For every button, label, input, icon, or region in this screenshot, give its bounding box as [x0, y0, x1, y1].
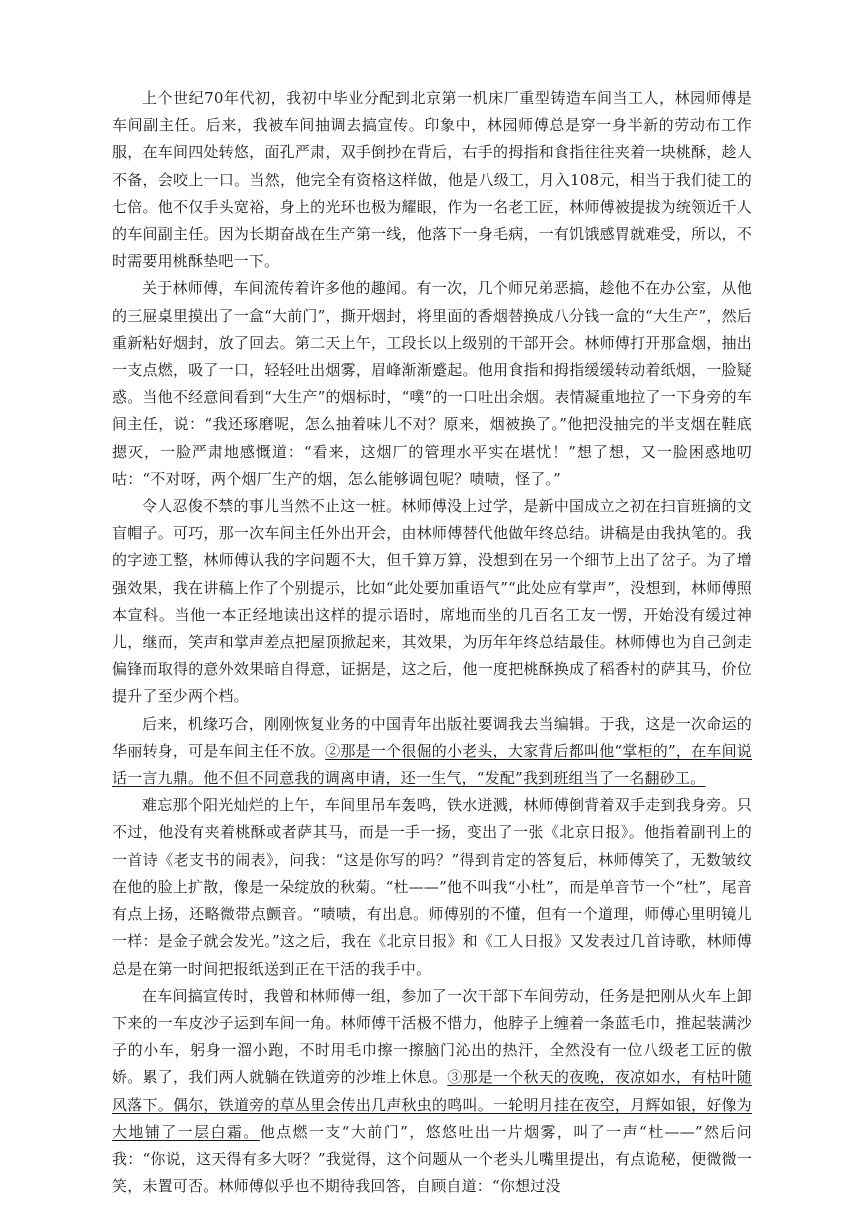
paragraph-text: 后来，机缘巧合，刚刚恢复业务的中国青年出版社要调我去当编辑。于我，这是一次命运的华丽转身，可是车间主任不放。 [112, 714, 752, 760]
underlined-sentence-3: ③那是一个秋天的夜晚，夜凉如水，有枯叶随风落下。偶尔，铁道旁的草丛里会传出几声秋虫的鸣叫。一轮明月挂在夜空，月辉如银，好像为大地铺了一层白霜。 [112, 1068, 752, 1141]
paragraph-1 [112, 85, 752, 275]
paragraph-text: 上个世纪70年代初，我初中毕业分配到北京第一机床厂重型铸造车间当工人，林园师傅是车间副主任。后来，我被车间抽调去搞宣传。印象中，林园师傅总是穿一身半新的劳动布工作服，在车间四处转悠，面孔严肃，双手倒抄在背后，右手的拇指和食指往往夹着一块桃酥，趁人不备，会咬上一口。当然，他完全有资格这样做，他是八级工，月入108元，相当于我们徒工的七倍。他不仅手头宽裕，身上的光环也极为耀眼，作为一名老工匠，林师傅被提拔为统领近千人的车间副主任。因为长期奋战在生产第一线，他落下一身毛病，一有饥饿感胃就难受，所以，不时需要用桃酥垫吧一下。 [112, 89, 752, 271]
paragraph-3 [112, 493, 752, 711]
paragraph-text: 关于林师傅，车间流传着许多他的趣闻。有一次，几个师兄弟恶搞，趁他不在办公室，从他的三屉桌里摸出了一盒“大前门”，撕开烟封，将里面的香烟替换成八分钱一盒的“大生产”，然后重新粘好烟封，放了回去。第二天上午，工段长以上级别的干部开会。林师傅打开那盒烟，抽出一支点燃，吸了一口，轻轻吐出烟雾，眉峰渐渐蹙起。他用食指和拇指缓缓转动着纸烟，一脸疑惑。当他不经意间看到“大生产”的烟标时，“噗”的一口吐出余烟。表情凝重地拉了一下身旁的车间主任，说：“我还琢磨呢，怎么抽着味儿不对？原来，烟被换了。”他把没抽完的半支烟在鞋底摁灭，一脸严肃地感慨道：“看来，这烟厂的管理水平实在堪忧！”想了想，又一脸困惑地叨咕：“不对呀，两个烟厂生产的烟，怎么能够调包呢？啧啧，怪了。” [112, 279, 752, 488]
paragraph-5 [112, 792, 752, 982]
paragraph-text: 他点燃一支“大前门”，悠悠吐出一片烟雾，叫了一声“杜——”然后问我：“你说，这天得有多大呀？”我觉得，这个问题从一个老头儿嘴里提出，有点诡秘，便微微一笑，未置可否。林师傅似乎也不期待我回答，自顾自道：“你想过没 [112, 1122, 752, 1196]
paragraph-2 [112, 275, 752, 493]
paragraph-text: 在车间搞宣传时，我曾和林师傅一组，参加了一次干部下车间劳动，任务是把刚从火车上卸下来的一车皮沙子运到车间一角。林师傅干活极不惜力，他脖子上缠着一条蓝毛巾，推起装满沙子的小车，躬身一溜小跑，不时用毛巾擦一擦脑门沁出的热汗，全然没有一位八级老工匠的傲娇。累了，我们两人就躺在铁道旁的沙堆上休息。 [112, 986, 752, 1087]
paragraph-4 [112, 711, 752, 793]
paragraph-text: 令人忍俊不禁的事儿当然不止这一桩。林师傅没上过学，是新中国成立之初在扫盲班摘的文盲帽子。可巧，那一次车间主任外出开会，由林师傅替代他做年终总结。讲稿是由我执笔的。我的字迹工整，林师傅认我的字问题不大，但千算万算，没想到在另一个细节上出了岔子。为了增强效果，我在讲稿上作了个别提示，比如“此处要加重语气”“此处应有掌声”，没想到，林师傅照本宣科。当他一本正经地读出这样的提示语时，席地而坐的几百名工友一愣，开始没有缓过神儿，继而，笑声和掌声差点把屋顶掀起来，其效果，为历年年终总结最佳。林师傅也为自己剑走偏锋而取得的意外效果暗自得意，证据是，这之后，他一度把桃酥换成了稻香村的萨其马，价位提升了至少两个档。 [112, 497, 752, 706]
article-body [112, 85, 752, 1200]
underlined-sentence-2: ②那是一个很倔的小老头，大家背后都叫他“掌柜的”，在车间说话一言九鼎。他不但不同意我的调离申请，还一生气，“发配”我到班组当了一名翻砂工。 [112, 741, 752, 788]
paragraph-6 [112, 983, 752, 1201]
paragraph-text: 难忘那个阳光灿烂的上午，车间里吊车轰鸣，铁水迸溅，林师傅倒背着双手走到我身旁。只不过，他没有夹着桃酥或者萨其马，而是一手一扬，变出了一张《北京日报》。他指着副刊上的一首诗《老支书的闹表》，问我：“这是你写的吗？”得到肯定的答复后，林师傅笑了，无数皱纹在他的脸上扩散，像是一朵绽放的秋菊。“杜——”他不叫我“小杜”，而是单音节一个“杜”，尾音有点上扬，还略微带点颤音。“啧啧，有出息。师傅别的不懂，但有一个道理，师傅心里明镜儿一样：是金子就会发光。”这之后，我在《北京日报》和《工人日报》又发表过几首诗歌，林师傅总是在第一时间把报纸送到正在干活的我手中。 [112, 796, 753, 978]
